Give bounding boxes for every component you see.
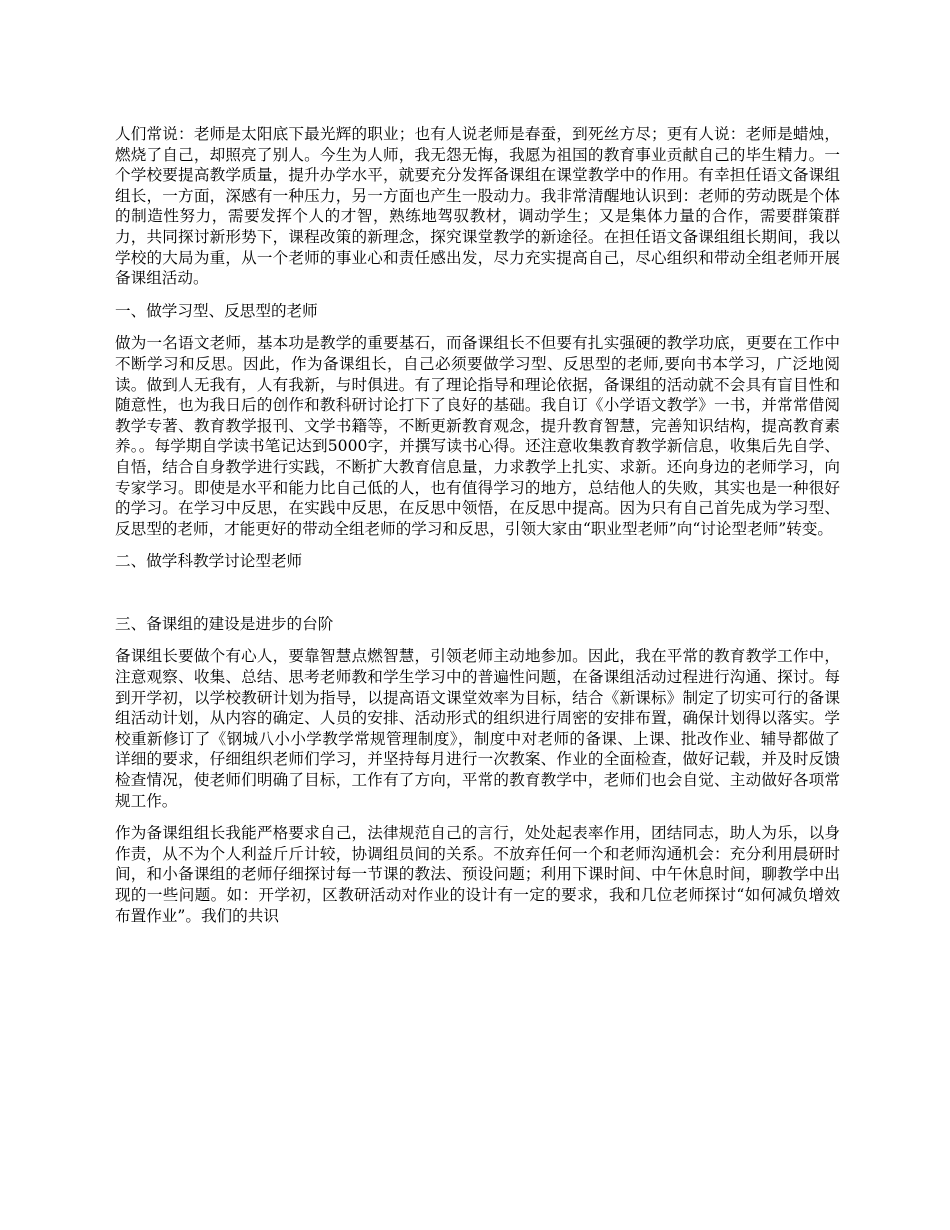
- document-body: [115, 124, 840, 938]
- section-3-paragraph-1: 备课组长要做个有心人，要靠智慧点燃智慧，引领老师主动地参加。因此，我在平常的教育教学工作中，注意观察、收集、总结、思考老师教和学生学习中的普遍性问题，在备课组活动过程进行沟通、探讨。每到开学初，以学校教研计划为指导，以提高语文课堂效率为目标，结合《新课标》制定了切实可行的备课组活动计划，从内容的确定、人员的安排、活动形式的组织进行周密的安排布置，确保计划得以落实。学校重新修订了《钢城八小小学教学常规管理制度》，制度中对老师的备课、上课、批改作业、辅导都做了详细的要求，仔细组织老师们学习，并坚持每月进行一次教案、作业的全面检查，做好记载，并及时反馈检查情况，使老师们明确了目标，工作有了方向，平常的教育教学中，老师们也会自觉、主动做好各项常规工作。: [115, 647, 840, 810]
- section-1-paragraph: 做为一名语文老师，基本功是教学的重要基石，而备课组长不但要有扎实强硬的教学功底，更要在工作中不断学习和反思。因此，作为备课组长，自己必须要做学习型、反思型的老师,要向书本学习，广泛地阅读。做到人无我有，人有我新，与时俱进。有了理论指导和理论依据，备课组的活动就不会具有盲目性和随意性，也为我日后的创作和教科研讨论打下了良好的基础。我自订《小学语文教学》一书，并常常借阅教学专著、教育教学报刊、文学书籍等，不断更新教育观念，提升教育智慧，完善知识结构，提高教育素养。。每学期自学读书笔记达到5000字，并撰写读书心得。还注意收集教育教学新信息，收集后先自学、自悟，结合自身教学进行实践，不断扩大教育信息量，力求教学上扎实、求新。还向身边的老师学习，向专家学习。即使是水平和能力比自己低的人，也有值得学习的地方，总结他人的失败，其实也是一种很好的学习。在学习中反思，在实践中反思，在反思中领悟，在反思中提高。因为只有自己首先成为学习型、反思型的老师，才能更好的带动全组老师的学习和反思，引领大家由“职业型老师”向“讨论型老师”转变。: [115, 334, 840, 538]
- intro-paragraph: 人们常说：老师是太阳底下最光辉的职业；也有人说老师是春蚕，到死丝方尽；更有人说：老师是蜡烛，燃烧了自己，却照亮了别人。今生为人师，我无怨无悔，我愿为祖国的教育事业贡献自己的毕生精力。一个学校要提高教学质量，提升办学水平，就要充分发挥备课组在课堂教学中的作用。有幸担任语文备课组组长，一方面，深感有一种压力，另一方面也产生一股动力。我非常清醒地认识到：老师的劳动既是个体的制造性努力，需要发挥个人的才智，熟练地驾驭教材，调动学生；又是集体力量的合作，需要群策群力，共同探讨新形势下，课程改策的新理念，探究课堂教学的新途径。在担任语文备课组组长期间，我以学校的大局为重，从一个老师的事业心和责任感出发，尽力充实提高自己，尽心组织和带动全组老师开展备课组活动。: [115, 125, 840, 288]
- section-heading-2: 二、做学科教学讨论型老师: [115, 552, 303, 571]
- empty-section-gap: [115, 584, 840, 614]
- section-3-paragraph-2: 作为备课组组长我能严格要求自己，法律规范自己的言行，处处起表率作用，团结同志，助人为乐，以身作责，从不为个人利益斤斤计较，协调组员间的关系。不放弃任何一个和老师沟通机会：充分利用晨研时间，和小备课组的老师仔细探讨每一节课的教法、预设问题；利用下课时间、中午休息时间，聊教学中出现的一些问题。如：开学初，区教研活动对作业的设计有一定的要求，我和几位老师探讨“如何减负增效布置作业”。我们的共识: [115, 824, 840, 925]
- section-heading-1: 一、做学习型、反思型的老师: [115, 301, 318, 320]
- section-heading-3: 三、备课组的建设是进步的台阶: [115, 614, 334, 633]
